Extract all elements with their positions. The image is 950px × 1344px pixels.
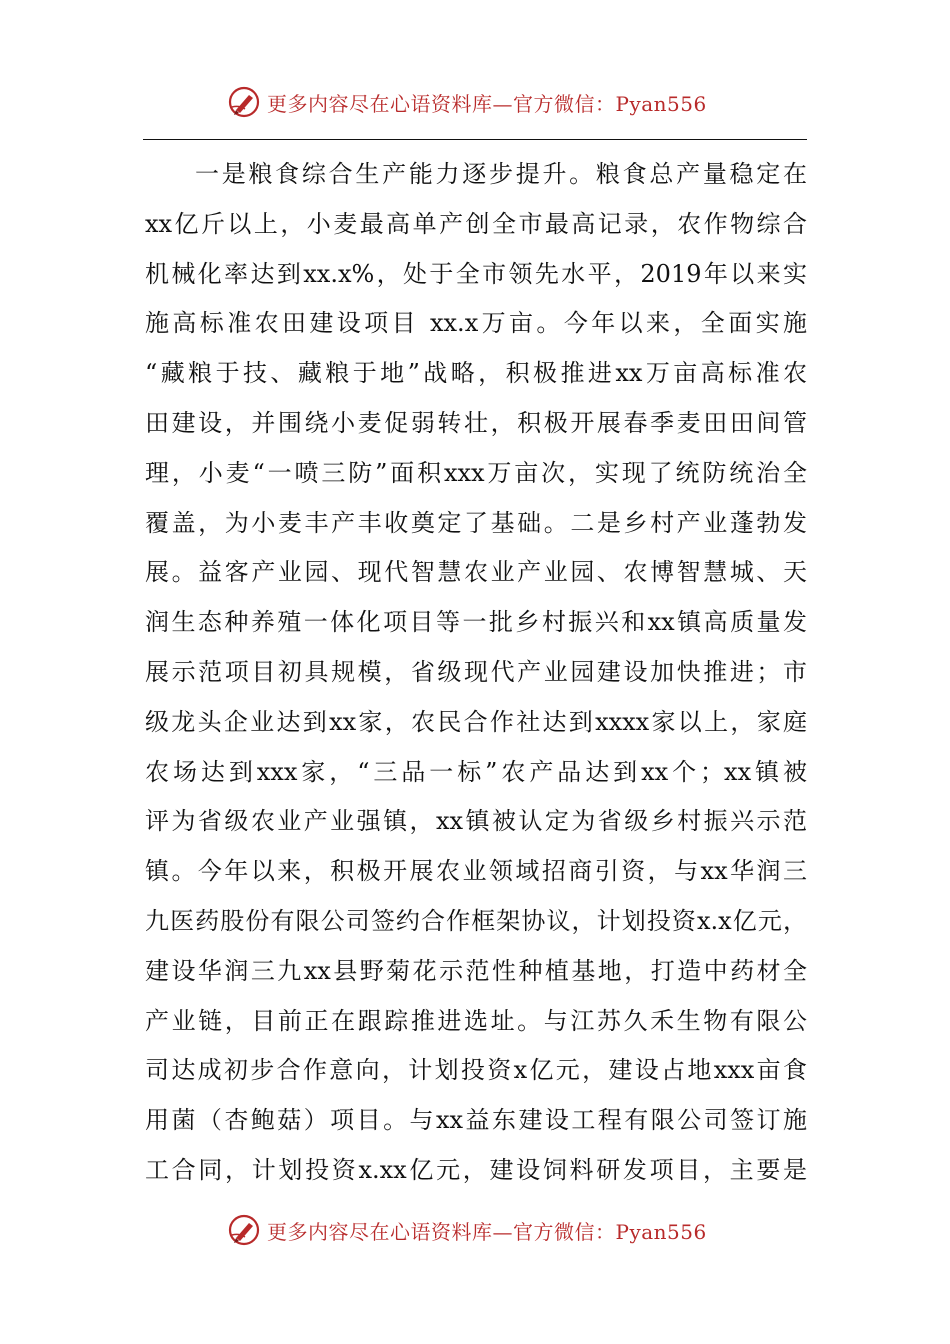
footer-banner: [0, 1210, 950, 1250]
text-line: 覆盖，为小麦丰产丰收奠定了基础。二是乡村产业蓬勃发: [145, 508, 807, 537]
text-line: 展。益客产业园、现代智慧农业产业园、农博智慧城、天: [145, 558, 807, 587]
footer-banner-inner: [227, 1210, 707, 1250]
header-banner: [0, 82, 950, 122]
header-banner-text: 更多内容尽在心语资料库—官方微信：Pyan556: [267, 91, 707, 116]
text-line: 九医药股份有限公司签约合作框架协议，计划投资x.x亿元，: [145, 906, 807, 935]
text-line: 产业链，目前正在跟踪推进选址。与江苏久禾生物有限公: [145, 1006, 807, 1035]
text-line: 用菌（杏鲍菇）项目。与xx益东建设工程有限公司签订施: [145, 1106, 807, 1135]
text-line: 农场达到xxx家，“三品一标”农产品达到xx个；xx镇被: [145, 757, 807, 786]
text-line: 司达成初步合作意向，计划投资x亿元，建设占地xxx亩食: [145, 1056, 807, 1085]
pen-logo-icon: [227, 1213, 261, 1247]
text-line: 机械化率达到xx.x%，处于全市领先水平，2019年以来实: [145, 259, 807, 288]
text-line: 级龙头企业达到xx家，农民合作社达到xxxx家以上，家庭: [145, 707, 807, 736]
text-line: 展示范项目初具规模，省级现代产业园建设加快推进；市: [145, 657, 807, 686]
text-line: xx亿斤以上，小麦最高单产创全市最高记录，农作物综合: [145, 209, 807, 238]
text-line: 田建设，并围绕小麦促弱转壮，积极开展春季麦田田间管: [145, 408, 807, 437]
text-line: 镇。今年以来，积极开展农业领域招商引资，与xx华润三: [145, 857, 807, 886]
text-line: 建设华润三九xx县野菊花示范性种植基地，打造中药材全: [145, 956, 807, 985]
pen-logo-icon: [227, 85, 261, 119]
document-body: [145, 150, 807, 1196]
text-line: 一是粮食综合生产能力逐步提升。粮食总产量稳定在: [195, 160, 807, 188]
header-divider: [143, 139, 807, 140]
footer-banner-text: 更多内容尽在心语资料库—官方微信：Pyan556: [267, 1219, 707, 1244]
text-line: 施高标准农田建设项目 xx.x万亩。今年以来，全面实施: [145, 309, 807, 338]
text-line: “藏粮于技、藏粮于地”战略，积极推进xx万亩高标准农: [145, 359, 807, 388]
text-line: 理，小麦“一喷三防”面积xxx万亩次，实现了统防统治全: [145, 458, 807, 487]
header-banner-inner: [227, 82, 707, 122]
text-line: 工合同，计划投资x.xx亿元，建设饲料研发项目，主要是: [145, 1155, 807, 1184]
text-line: 评为省级农业产业强镇，xx镇被认定为省级乡村振兴示范: [145, 807, 807, 836]
text-line: 润生态种养殖一体化项目等一批乡村振兴和xx镇高质量发: [145, 608, 807, 637]
